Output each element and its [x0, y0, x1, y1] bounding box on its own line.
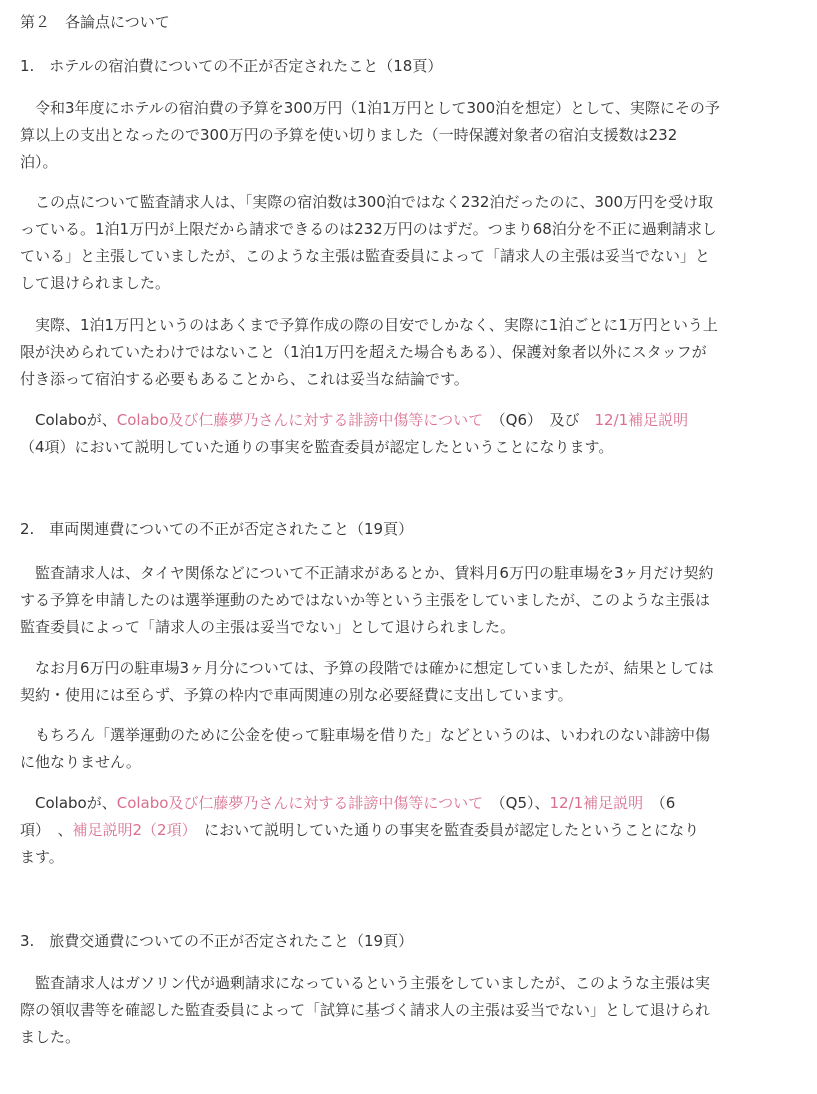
reference-text: （Q5）、 [483, 794, 550, 812]
text-line: 契約・使用には至らず、予算の枠内で車両関連の別な必要経費に支出しています。 [20, 686, 573, 704]
text-line: 令和3年度にホテルの宿泊費の予算を300万円（1泊1万円として300泊を想定）として、実際にその予 [20, 99, 720, 117]
text-line: この点について監査請求人は、「実際の宿泊数は300泊ではなく232泊だったのに、300万円を受け取 [20, 193, 714, 211]
text-line: 監査請求人はガソリン代が過剰請求になっているという主張をしていましたが、このような主張は実 [20, 974, 711, 992]
text-line: 実際、1泊1万円というのはあくまで予算作成の際の目安でしかなく、実際に1泊ごとに1万円という上 [20, 316, 718, 334]
reference-line [20, 817, 797, 844]
text-line: する予算を申請したのは選挙運動のためではないか等という主張をしていましたが、このような主張は [20, 591, 711, 609]
section-3-heading: 3. 旅費交通費についての不正が否定されたこと（19頁） [20, 932, 414, 950]
section-2-reference [20, 790, 797, 871]
text-line: ている」と主張していましたが、このような主張は監査委員によって「請求人の主張は妥当でない」と [20, 247, 711, 265]
reference-text: 項） 、 [20, 821, 73, 839]
defamation-faq-link[interactable]: Colabo及び仁藤夢乃さんに対する誹謗中傷等について [116, 794, 484, 812]
top-heading: 第２ 各論点について [20, 13, 170, 31]
text-line: して退けられました。 [20, 274, 171, 292]
text-line: 限が決められていたわけではないこと（1泊1万円を超えた場合もある）、保護対象者以外にスタッフが [20, 343, 707, 361]
reference-prefix: Colaboが、 [20, 411, 117, 429]
reference-text: （Q6） 及び [483, 411, 595, 429]
defamation-faq-link[interactable]: Colabo及び仁藤夢乃さんに対する誹謗中傷等について [116, 411, 484, 429]
text-line: っている。1泊1万円が上限だから請求できるのは232万円のはずだ。つまり68泊分を不正に過剰請求し [20, 220, 717, 238]
reference-line [20, 790, 797, 817]
text-line: なお月6万円の駐車場3ヶ月分については、予算の段階では確かに想定していましたが、結果としては [20, 659, 714, 677]
section-2-heading: 2. 車両関連費についての不正が否定されたこと（19頁） [20, 520, 414, 538]
text-line: もちろん「選挙運動のために公金を使って駐車場を借りた」などというのは、いわれのない誹謗中傷 [20, 726, 711, 744]
reference-prefix: Colaboが、 [20, 794, 117, 812]
section-1-paragraph-3 [20, 312, 797, 393]
section-2-paragraph-1 [20, 560, 797, 641]
section-2-paragraph-3 [20, 722, 797, 776]
text-line: 監査委員によって「請求人の主張は妥当でない」として退けられました。 [20, 618, 516, 636]
section-2-paragraph-2 [20, 655, 797, 709]
text-line: に他なりません。 [20, 753, 141, 771]
supplement-2-link[interactable]: 補足説明2（2項） [72, 821, 190, 839]
text-line: 算以上の支出となったので300万円の予算を使い切りました（一時保護対象者の宿泊支援数は232 [20, 126, 678, 144]
reference-text: において説明していた通りの事実を監査委員が認定したということになり [189, 821, 700, 839]
section-3-paragraph-1 [20, 970, 797, 1051]
section-1-heading: 1. ホテルの宿泊費についての不正が否定されたこと（18頁） [20, 57, 443, 75]
section-1-paragraph-1 [20, 95, 797, 176]
reference-text: （6 [643, 794, 676, 812]
section-1-paragraph-2 [20, 189, 797, 297]
text-line: 監査請求人は、タイヤ関係などについて不正請求があるとか、賃料月6万円の駐車場を3ヶ月だけ契約 [20, 564, 714, 582]
section-1-reference [20, 407, 797, 461]
text-line: 泊）。 [20, 153, 58, 171]
supplement-12-1-link[interactable]: 12/1補足説明 [594, 411, 689, 429]
reference-line [20, 407, 797, 434]
text-line: （4項）において説明していた通りの事実を監査委員が認定したということになります。 [20, 438, 614, 456]
text-line: 際の領収書等を確認した監査委員によって「試算に基づく請求人の主張は妥当でない」として退けられ [20, 1001, 711, 1019]
text-line: ました。 [20, 1028, 81, 1046]
supplement-12-1-link[interactable]: 12/1補足説明 [549, 794, 644, 812]
text-line: ます。 [20, 848, 64, 866]
text-line: 付き添って宿泊する必要もあることから、これは妥当な結論です。 [20, 370, 469, 388]
